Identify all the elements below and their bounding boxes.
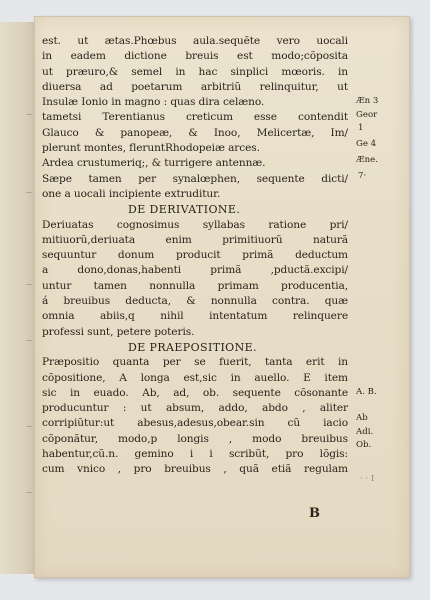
- section-heading-praeposition: DE PRAEPOSITIONE.: [128, 340, 257, 354]
- text-line: cõponãtur, modo,p longis , modo breuibus: [42, 432, 348, 445]
- margin-note: 1: [358, 123, 364, 133]
- margin-note: Æn 3: [356, 96, 379, 106]
- derivation-paragraph: [42, 218, 348, 340]
- margin-note: Ge 4: [356, 139, 377, 149]
- margin-note: A. B.: [356, 387, 377, 397]
- text-line: sequuntur donum producit primã deductum: [42, 249, 348, 262]
- margin-note: · · I: [360, 474, 375, 484]
- text-line: diuersa ad poetarum arbitriũ relinquitur, ut: [42, 80, 348, 93]
- text-line: Insulæ Ionio in magno : quas dira celæno.: [42, 96, 265, 109]
- signature-mark: B: [309, 506, 320, 521]
- text-line: corripiũtur:ut abesus,adesus,obear.sin cũ iacio: [42, 417, 348, 430]
- text-line: professi sunt, petere poteris.: [42, 325, 195, 338]
- margin-note: Æne.: [356, 155, 378, 165]
- text-line: a dono,donas,habenti primã ,pductã.excipi/: [42, 264, 348, 277]
- text-line: in eadem dictione breuis est modo;cõposita: [42, 50, 348, 63]
- margin-note: Geor: [356, 110, 378, 120]
- text-line: Deriuatas cognosimus syllabas ratione pri/: [42, 218, 348, 231]
- text-line: cum vnico , pro breuibus , quã etiã regulam: [42, 463, 348, 476]
- text-line: plerunt montes, fleruntRhodopeiæ arces.: [42, 142, 260, 155]
- text-line: Sæpe tamen per synalœphen, sequente dicti/: [42, 172, 348, 185]
- body-paragraph: [42, 34, 348, 202]
- margin-note: Ob.: [356, 440, 372, 450]
- margin-note: Adi.: [356, 427, 374, 437]
- text-line: Præpositio quanta per se fuerit, tanta erit in: [42, 356, 348, 369]
- text-line: omnia abiis,q nihil intentatum relinquere: [42, 310, 348, 323]
- section-heading-derivation: DE DERIVATIONE.: [128, 203, 241, 217]
- text-line: one a uocali incipiente extruditur.: [42, 187, 221, 200]
- text-line: untur tamen nonnulla primam producentia,: [42, 279, 348, 292]
- text-line: est. ut ætas.Phœbus aula.sequẽte vero uocali: [42, 35, 348, 47]
- text-line: ut præuro,& semel in hac sinplici mœoris. in: [42, 65, 348, 78]
- praeposition-paragraph: [42, 355, 348, 477]
- text-line: cõpositione, A longa est,sic in auello. E item: [42, 371, 348, 384]
- margin-note: Ab: [356, 413, 368, 423]
- text-line: tametsi Terentianus creticum esse contendit: [42, 111, 348, 124]
- facing-page-edge: [0, 22, 35, 574]
- text-line: producuntur : ut absum, addo, abdo , aliter: [42, 402, 348, 415]
- text-line: mitiuorũ,deriuata enim primitiuorũ naturã: [42, 233, 348, 246]
- page-text: [42, 34, 348, 478]
- text-line: á breuibus deducta, & nonnulla contra. quæ: [42, 295, 348, 308]
- text-line: Ardea crustumeriq;, & turrigere antennæ.: [42, 157, 266, 170]
- text-line: Glauco & panopeæ, & Inoo, Melicertæ, Im/: [42, 126, 348, 139]
- margin-note: 7·: [358, 171, 367, 181]
- text-line: habentur,cũ.n. gemino i i scribũt, pro lõgis:: [42, 448, 348, 461]
- text-line: sic in euado. Ab, ad, ob. sequente cõsonante: [42, 386, 348, 399]
